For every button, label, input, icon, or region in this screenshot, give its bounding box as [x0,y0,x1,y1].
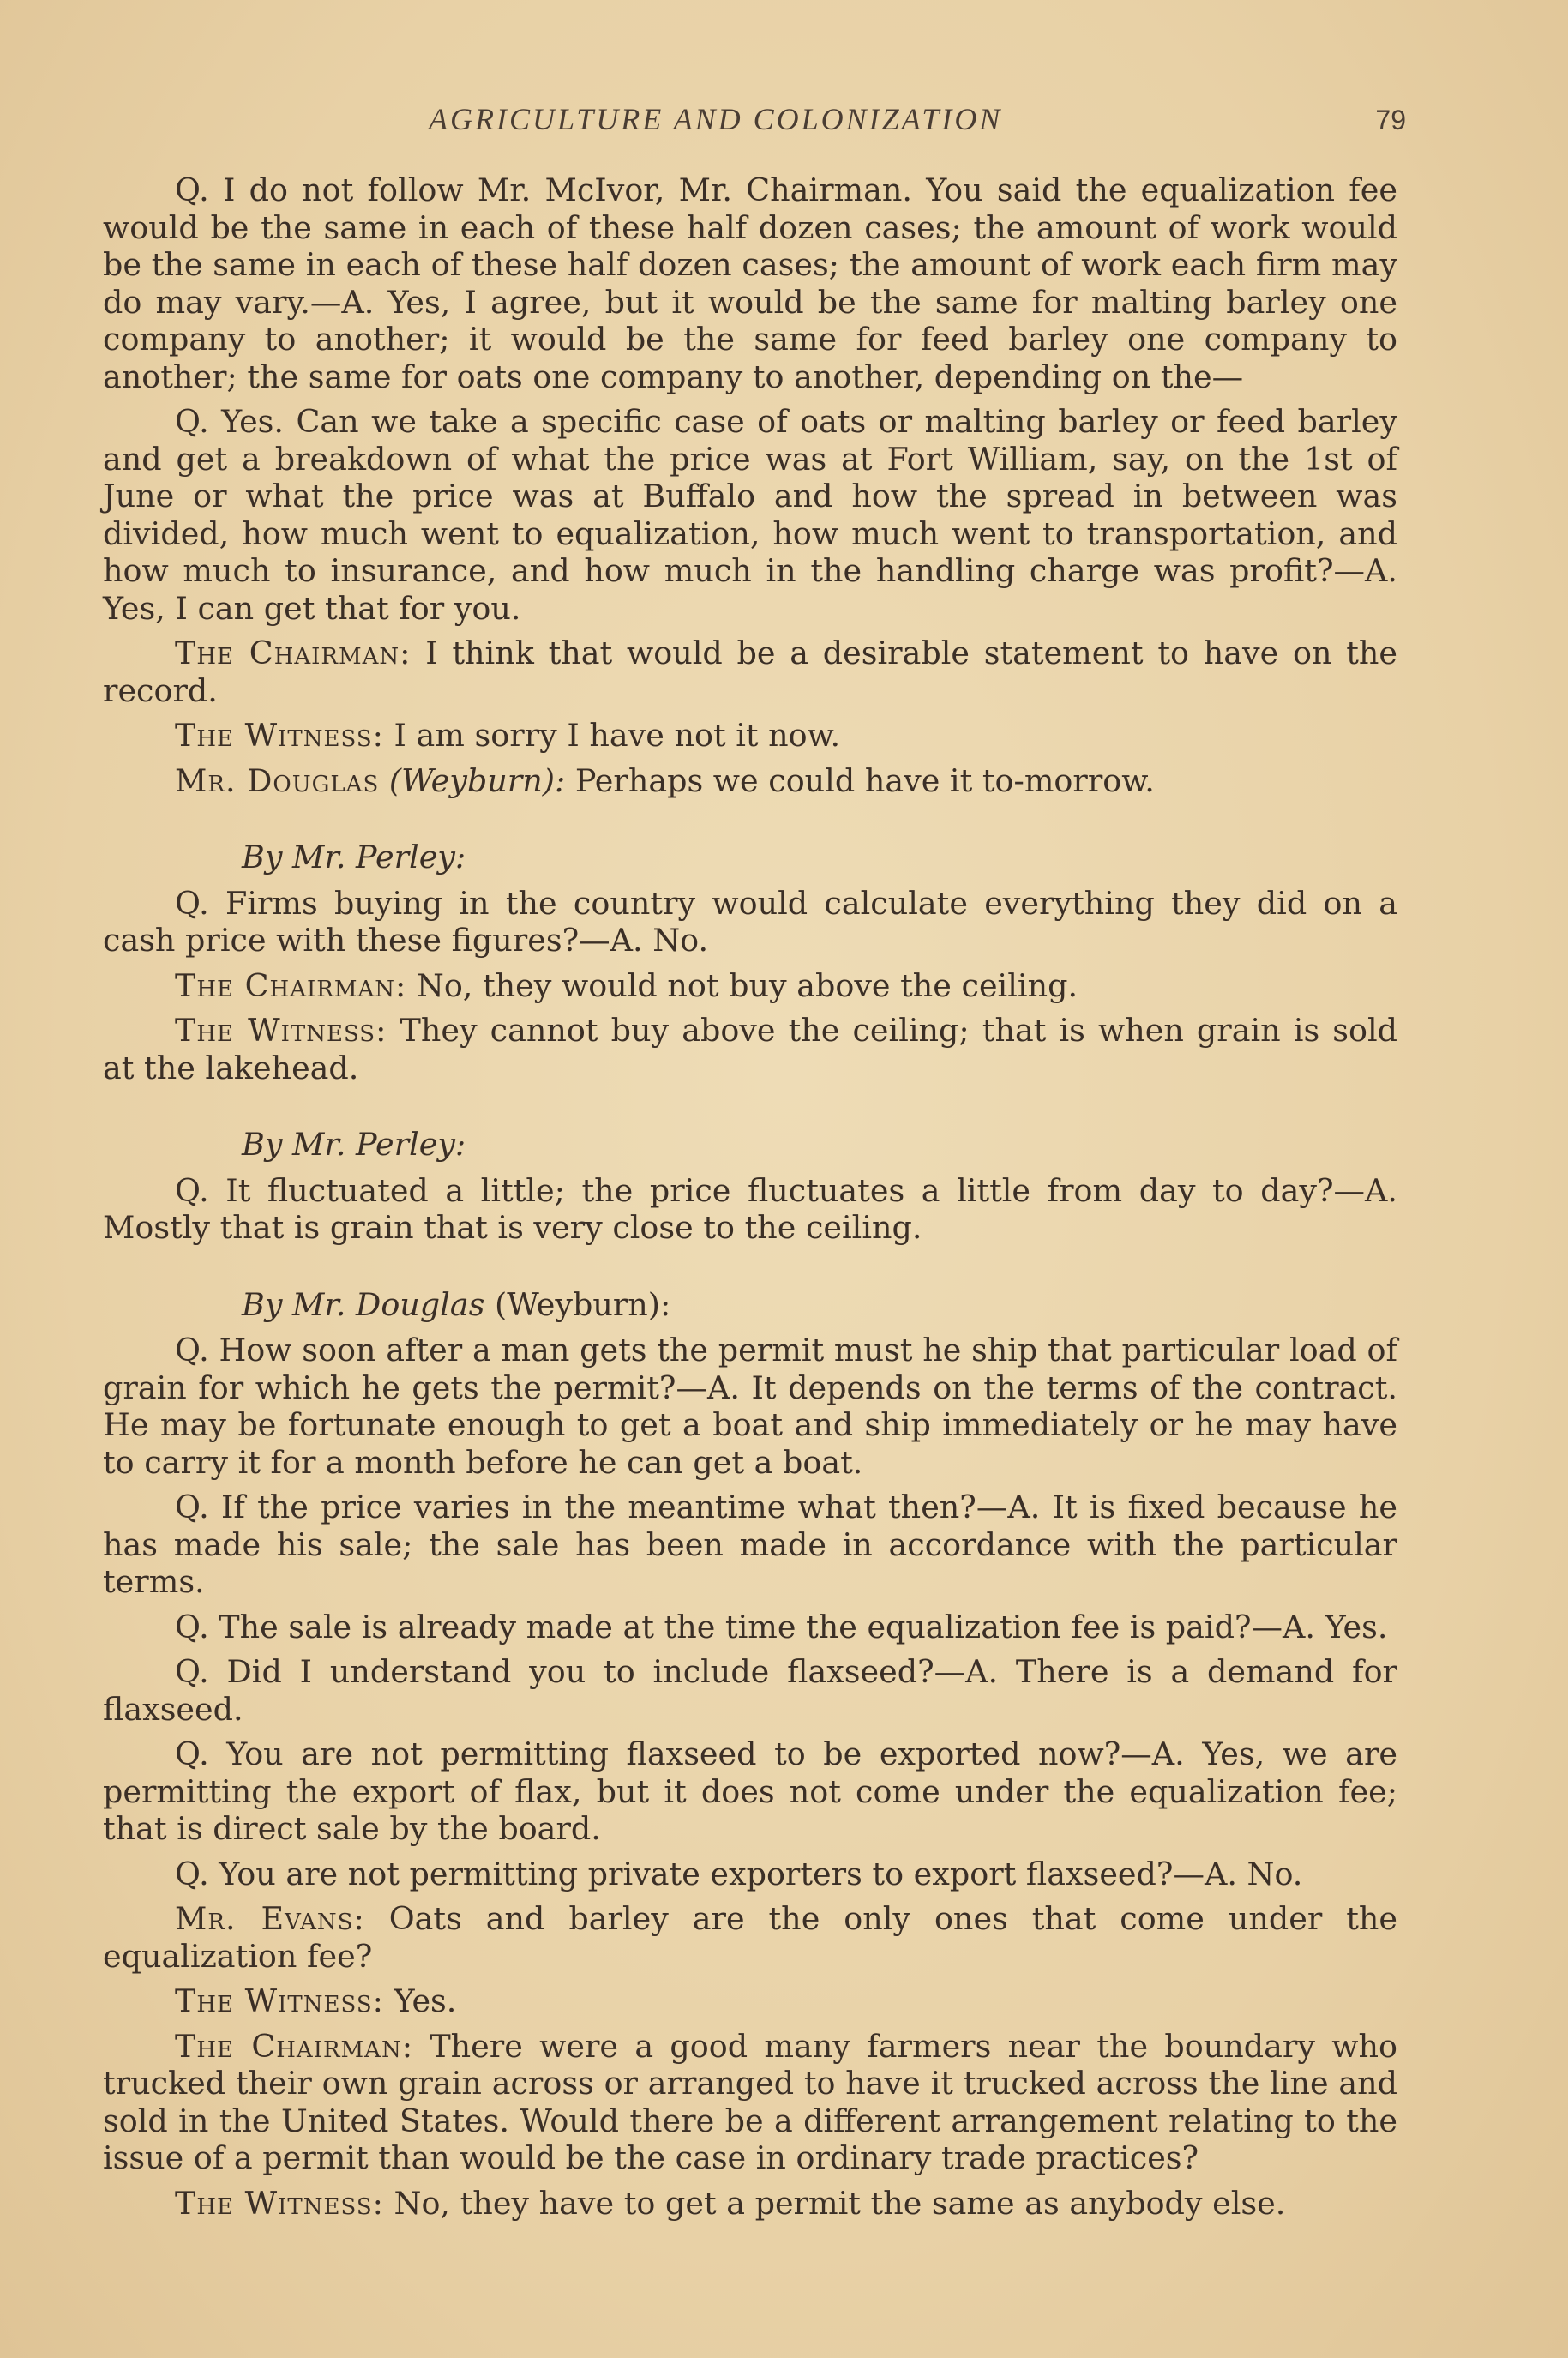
paragraph: Q. If the price varies in the meantime what then?—A. It is fixed because he has made his sale; the sale has been made in accordance with the particular terms. [103,1489,1397,1600]
page-header [103,101,1406,144]
speech-text: I think that would be a desirable statement to have on the record. [103,635,1397,709]
speaker-riding: (Weyburn): [388,761,566,799]
paragraph: Q. How soon after a man gets the permit must he ship that particular load of grain for which he gets the permit?—A. It depends on the terms of the contract. He may be fortunate enough to get a boat and ship immediately or he may have to carry it for a month before he can get a boat. [103,1332,1397,1481]
examiner-name: By Mr. Douglas [242,1285,485,1323]
paragraph [103,717,1397,755]
paragraph: Q. Did I understand you to include flaxseed?—A. There is a demand for flaxseed. [103,1653,1397,1728]
speaker-label: The Witness: [175,1982,384,2019]
paragraph [103,2185,1397,2223]
running-head: AGRICULTURE AND COLONIZATION [429,102,1003,136]
examiner-heading [103,1286,1397,1324]
paragraph [103,1012,1397,1086]
speech-text: Oats and barley are the only ones that come under the equalization fee? [103,1900,1397,1975]
page-number: 79 [1375,105,1406,135]
paragraph [103,1900,1397,1975]
speaker-label: The Witness: [175,1012,387,1049]
speaker-label: The Witness: [175,2184,384,2222]
paragraph [103,762,1397,800]
speech-text: They cannot buy above the ceiling; that is when grain is sold at the lakehead. [103,1012,1398,1086]
paragraph: Q. The sale is already made at the time the equalization fee is paid?—A. Yes. [175,1608,1388,1645]
paragraph [103,635,1397,709]
examiner-heading: By Mr. Perley: [242,1126,466,1163]
paragraph: Q. You are not permitting flaxseed to be exported now?—A. Yes, we are permitting the export of flax, but it does not come under the equalization fee; that is direct sale by the board. [103,1735,1397,1847]
paragraph [103,1982,1397,2020]
paragraph: Q. Firms buying in the country would calculate everything they did on a cash price with these figures?—A. No. [103,884,1397,959]
speech-text: No, they would not buy above the ceiling. [406,966,1078,1004]
speech-text: Perhaps we could have it to-morrow. [565,761,1155,799]
speaker-label: Mr. Evans: [175,1900,365,1937]
speech-text: Yes. [383,1982,457,2019]
speech-text: I am sorry I have not it now. [383,717,841,754]
paragraph: Q. You are not permitting private exporters to export flaxseed?—A. No. [175,1855,1303,1892]
speech-text: There were a good many farmers near the boundary who trucked their own grain across or arranged to have it trucked across the line and sold in the United States. Would there be a different arrangement relating to the issue of a permit than would be the case in ordinary trade practices? [103,2027,1397,2176]
speaker-label: The Chairman: [175,2027,413,2065]
examiner-riding: (Weyburn): [494,1285,671,1323]
speaker-label: The Chairman: [175,966,407,1004]
paragraph [103,967,1397,1005]
speech-text: No, they have to get a permit the same as anybody else. [383,2184,1286,2222]
paragraph: Q. Yes. Can we take a specific case of oats or malting barley or feed barley and get a breakdown of what the price was at Fort William, say, on the 1st of June or what the price was at Buffalo and how the spread in between was divided, how much went to equalization, how much went to transportation, and how much to insurance, and how much in the handling charge was profit?—A. Yes, I can get that for you. [103,403,1397,627]
speaker-label: The Chairman: [175,635,412,671]
page-body [103,171,1397,2222]
paragraph: Q. I do not follow Mr. McIvor, Mr. Chairman. You said the equalization fee would be the same in each of these half dozen cases; the amount of work would be the same in each of these half dozen cases; the amount of work each firm may do may vary.—A. Yes, I agree, but it would be the same for malting barley one company to another; it would be the same for feed barley one company to another; the same for oats one company to another, depending on the— [103,171,1397,395]
paragraph [103,2028,1397,2177]
examiner-heading: By Mr. Perley: [242,839,466,875]
speaker-label: Mr. Douglas [175,761,380,799]
paragraph: Q. It fluctuated a little; the price fluctuates a little from day to day?—A. Mostly that is grain that is very close to the ceiling. [103,1171,1397,1246]
speaker-label: The Witness: [175,717,384,754]
